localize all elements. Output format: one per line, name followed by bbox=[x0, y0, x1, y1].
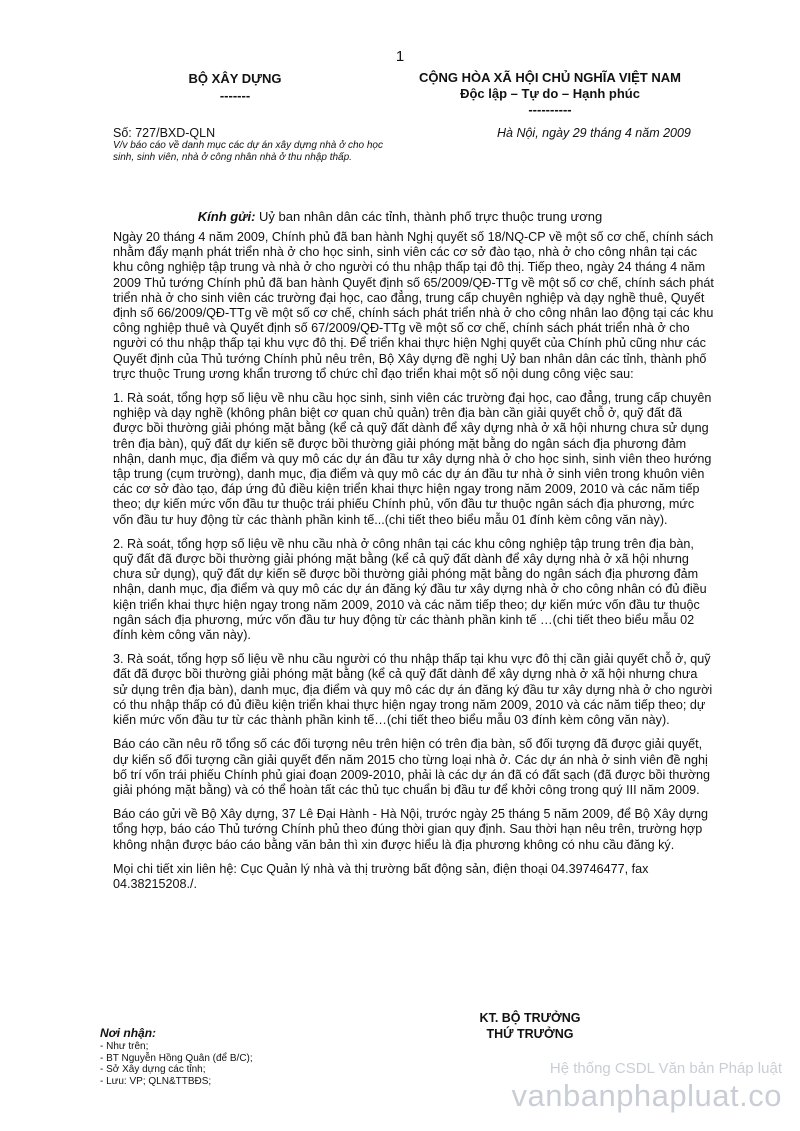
motto-divider: ---------- bbox=[528, 102, 572, 117]
watermark-site: vanbanphapluat.co bbox=[511, 1078, 782, 1113]
recipient-item: - BT Nguyễn Hồng Quân (để B/C); bbox=[100, 1052, 253, 1064]
agency-name: BỘ XÂY DỰNG bbox=[188, 71, 282, 86]
body-paragraph: Ngày 20 tháng 4 năm 2009, Chính phủ đã ban hành Nghị quyết số 18/NQ-CP về một số cơ chế, chính sách nhằm đẩy mạnh phát triển nhà ở cho học sinh, sinh viên các cơ sở đào tạo, nhà ở cho công nhân tại các khu công nghiệp tập trung và nhà ở cho người có thu nhập thấp tại đô thị. Tiếp theo, ngày 24 tháng 4 năm 2009 Thủ tướng Chính phủ đã ban hành Quyết định số 65/2009/QĐ-TTg về một số cơ chế, chính sách phát triển nhà ở cho sinh viên các trường đại học, cao đẳng, trung cấp chuyên nghiệp và dạy nghề thuê, Quyết định số 66/2009/QĐ-TTg về một số cơ chế, chính sách phát triển nhà ở cho công nhân lao động tại các khu công nghiệp thuê và Quyết định số 67/2009/QĐ-TTg về một số cơ chế, chính sách phát triển nhà ở cho người có thu nhập thấp tại khu vực đô thị. Để triển khai thực hiện Nghị quyết của Chính phủ cũng như các Quyết định của Thủ tướng Chính phủ nêu trên, Bộ Xây dựng đề nghị Uỷ ban nhân dân các tỉnh, thành phố trực thuộc Trung ương khẩn trương tổ chức chỉ đạo triển khai một số nội dung công việc sau: bbox=[113, 230, 714, 381]
watermark-caption: Hệ thống CSDL Văn bản Pháp luật bbox=[549, 1060, 782, 1077]
body-paragraph: Báo cáo cần nêu rõ tổng số các đối tượng nêu trên hiện có trên địa bàn, số đối tượng đã được giải quyết, dự kiến số đối tượng cần giải quyết đến năm 2015 cho từng loại nhà ở. Các dự án nhà ở sinh viên đề nghị bố trí vốn trái phiếu Chính phủ giai đoạn 2009-2010, phải là các dự án đã có đất sạch (đã được bồi thường giải phóng mặt bằng) và có thể hoàn tất các thủ tục chuẩn bị đầu tư để khởi công trong quý III năm 2009. bbox=[113, 737, 711, 797]
recipients-title: Nơi nhận: bbox=[100, 1026, 157, 1040]
national-header bbox=[390, 70, 710, 118]
body-paragraph: Mọi chi tiết xin liên hệ: Cục Quản lý nhà và thị trường bất động sản, điện thoại 04.39746477, fax 04.38215208./. bbox=[113, 861, 649, 891]
signer-position: THỨ TRƯỞNG bbox=[486, 1027, 574, 1041]
document-body bbox=[113, 230, 715, 901]
recipient-item: - Như trên; bbox=[100, 1041, 149, 1053]
addressee-line bbox=[0, 209, 800, 224]
body-paragraph: 2. Rà soát, tổng hợp số liệu về nhu cầu nhà ở công nhân tại các khu công nghiệp tập trung trên địa bàn, quỹ đất đã được bồi thường giải phóng mặt bằng (kể cả quỹ đất dành để xây dựng nhà ở xã hội nhưng chưa sử dụng), quỹ đất dự kiến sẽ được bồi thường giải phóng mặt bằng do ngân sách địa phương đảm nhận, danh mục, địa điểm và quy mô các dự án đăng ký đầu tư xây dựng nhà ở cho công nhân có đủ điều kiện triển khai thực hiện ngay trong năm 2009, 2010 và các năm tiếp theo; dự kiến mức vốn đầu tư thuộc ngân sách địa phương, mức vốn đầu tư huy động từ các thành phần kinh tế …(chi tiết theo biểu mẫu 02 đính kèm công văn này). bbox=[113, 536, 707, 643]
national-motto: Độc lập – Tự do – Hạnh phúc bbox=[460, 86, 640, 101]
body-paragraph: 3. Rà soát, tổng hợp số liệu về nhu cầu người có thu nhập thấp tại khu vực đô thị cần giải quyết chỗ ở, quỹ đất đã được bồi thường giải phóng mặt bằng (kể cả quỹ đất dành để xây dựng nhà ở xã hội nhưng chưa sử dụng trên địa bàn), danh mục, địa điểm và quy mô các dự án đăng ký đầu tư xây dựng nhà ở cho người có thu nhập thấp có đủ điều kiện triển khai thực hiện ngay trong năm 2009, 2010 và các năm tiếp theo; dự kiến mức vốn đầu tư từ các thành phần kinh tế…(chi tiết theo biểu mẫu 03 đính kèm công văn này). bbox=[113, 652, 713, 728]
page-number: 1 bbox=[395, 48, 405, 65]
document-subject: V/v báo cáo về danh mục các dự án xây dựng nhà ở cho học sinh, sinh viên, nhà ở công nhân nhà ở thu nhập thấp. bbox=[113, 140, 383, 163]
recipients-block bbox=[100, 1028, 253, 1087]
nation-name: CỘNG HÒA XÃ HỘI CHỦ NGHĨA VIỆT NAM bbox=[419, 70, 681, 85]
addressee-text: Uỷ ban nhân dân các tỉnh, thành phố trực thuộc trung ương bbox=[255, 209, 603, 224]
body-paragraph: Báo cáo gửi về Bộ Xây dựng, 37 Lê Đại Hành - Hà Nội, trước ngày 25 tháng 5 năm 2009, để Bộ Xây dựng tổng hợp, báo cáo Thủ tướng Chính phủ theo đúng thời gian quy định. Sau thời hạn nêu trên, trường hợp không nhận được báo cáo bằng văn bản thì xin được hiểu là địa phương không có nhu cầu đăng ký. bbox=[113, 807, 709, 852]
agency-divider: ------- bbox=[219, 88, 251, 103]
body-paragraph: 1. Rà soát, tổng hợp số liệu về nhu cầu học sinh, sinh viên các trường đại học, cao đẳng, trung cấp chuyên nghiệp và dạy nghề (không phân biệt cơ quan chủ quản) trên địa bàn cần giải quyết chỗ ở, quỹ đất đã được bồi thường giải phóng mặt bằng (kể cả quỹ đất dành để xây dựng nhà ở xã hội nhưng chưa sử dụng trên địa bàn), quỹ đất dự kiến sẽ được bồi thường giải phóng mặt bằng do ngân sách địa phương đảm nhận, danh mục, địa điểm và quy mô các dự án đầu tư xây dựng nhà ở cho học sinh, sinh viên theo hướng tập trung (cụm trường), danh mục, địa điểm và quy mô các dự án đầu tư nhà ở sinh viên trong khuôn viên các cơ sở đào tạo, đáp ứng đủ điều kiện triển khai thực hiện ngay trong năm 2009, 2010 và các năm tiếp theo; dự kiến mức vốn đầu tư thuộc trái phiếu Chính phủ, vốn đầu tư thuộc ngân sách địa phương, mức vốn đầu tư huy động từ các thành phần kinh tế...(chi tiết theo biểu mẫu 01 đính kèm công văn này). bbox=[113, 391, 712, 527]
document-number: Số: 727/BXD-QLN bbox=[113, 126, 216, 140]
recipient-item: - Lưu: VP; QLN&TTBĐS; bbox=[100, 1075, 212, 1087]
issuing-agency-header bbox=[150, 70, 320, 104]
recipient-item: - Sở Xây dựng các tỉnh; bbox=[100, 1064, 206, 1076]
signature-block bbox=[455, 1010, 605, 1042]
dateline: Hà Nội, ngày 29 tháng 4 năm 2009 bbox=[497, 126, 691, 140]
signer-title: KT. BỘ TRƯỞNG bbox=[479, 1011, 581, 1025]
addressee-label: Kính gửi: bbox=[197, 209, 256, 224]
